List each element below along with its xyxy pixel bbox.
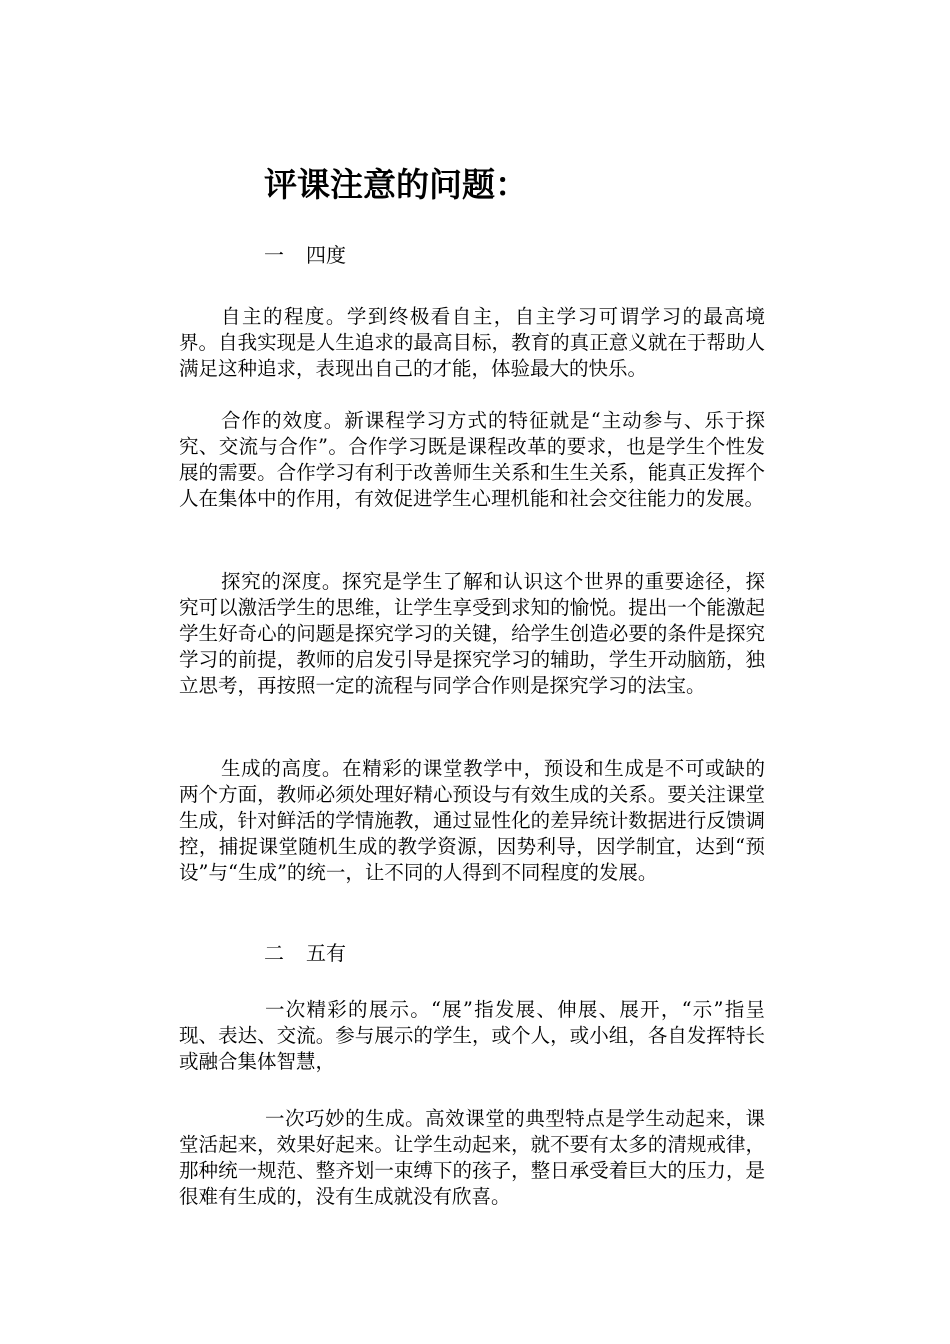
section-heading-1 xyxy=(264,242,346,268)
paragraph: 生成的高度。在精彩的课堂教学中，预设和生成是不可或缺的两个方面，教师必须处理好精心预设与有效生成的关系。要关注课堂生成，针对鲜活的学情施教，通过显性化的差异统计数据进行反馈调控，捕捉课堂随机生成的教学资源，因势利导，因学制宜，达到“预设”与“生成”的统一，让不同的人得到不同程度的发展。 xyxy=(179,757,765,884)
paragraph: 一次精彩的展示。“展”指发展、伸展、展开，“示”指呈现、表达、交流。参与展示的学生，或个人，或小组，各自发挥特长或融合集体智慧， xyxy=(179,998,765,1073)
section-heading-text: 五有 xyxy=(306,941,346,965)
paragraph: 合作的效度。新课程学习方式的特征就是“主动参与、乐于探究、交流与合作”。合作学习既是课程改革的要求，也是学生个性发展的需要。合作学习有利于改善师生关系和生生关系，能真正发挥个人在集体中的作用，有效促进学生心理机能和社会交往能力的发展。 xyxy=(179,409,765,510)
paragraph: 一次巧妙的生成。高效课堂的典型特点是学生动起来，课堂活起来，效果好起来。让学生动起来，就不要有太多的清规戒律，那种统一规范、整齐划一束缚下的孩子，整日承受着巨大的压力，是很难有生成的，没有生成就没有欣喜。 xyxy=(179,1107,765,1208)
section-heading-2 xyxy=(264,940,346,966)
section-number: 二 xyxy=(264,941,284,965)
paragraph: 探究的深度。探究是学生了解和认识这个世界的重要途径，探究可以激活学生的思维，让学生享受到求知的愉悦。提出一个能激起学生好奇心的问题是探究学习的关键，给学生创造必要的条件是探究学习的前提，教师的启发引导是探究学习的辅助，学生开动脑筋，独立思考，再按照一定的流程与同学合作则是探究学习的法宝。 xyxy=(179,570,765,697)
section-heading-text: 四度 xyxy=(306,243,346,267)
paragraph: 自主的程度。学到终极看自主，自主学习可谓学习的最高境界。自我实现是人生追求的最高目标，教育的真正意义就在于帮助人满足这种追求，表现出自己的才能，体验最大的快乐。 xyxy=(179,305,765,380)
page-title: 评课注意的问题： xyxy=(264,165,528,204)
section-number: 一 xyxy=(264,243,284,267)
